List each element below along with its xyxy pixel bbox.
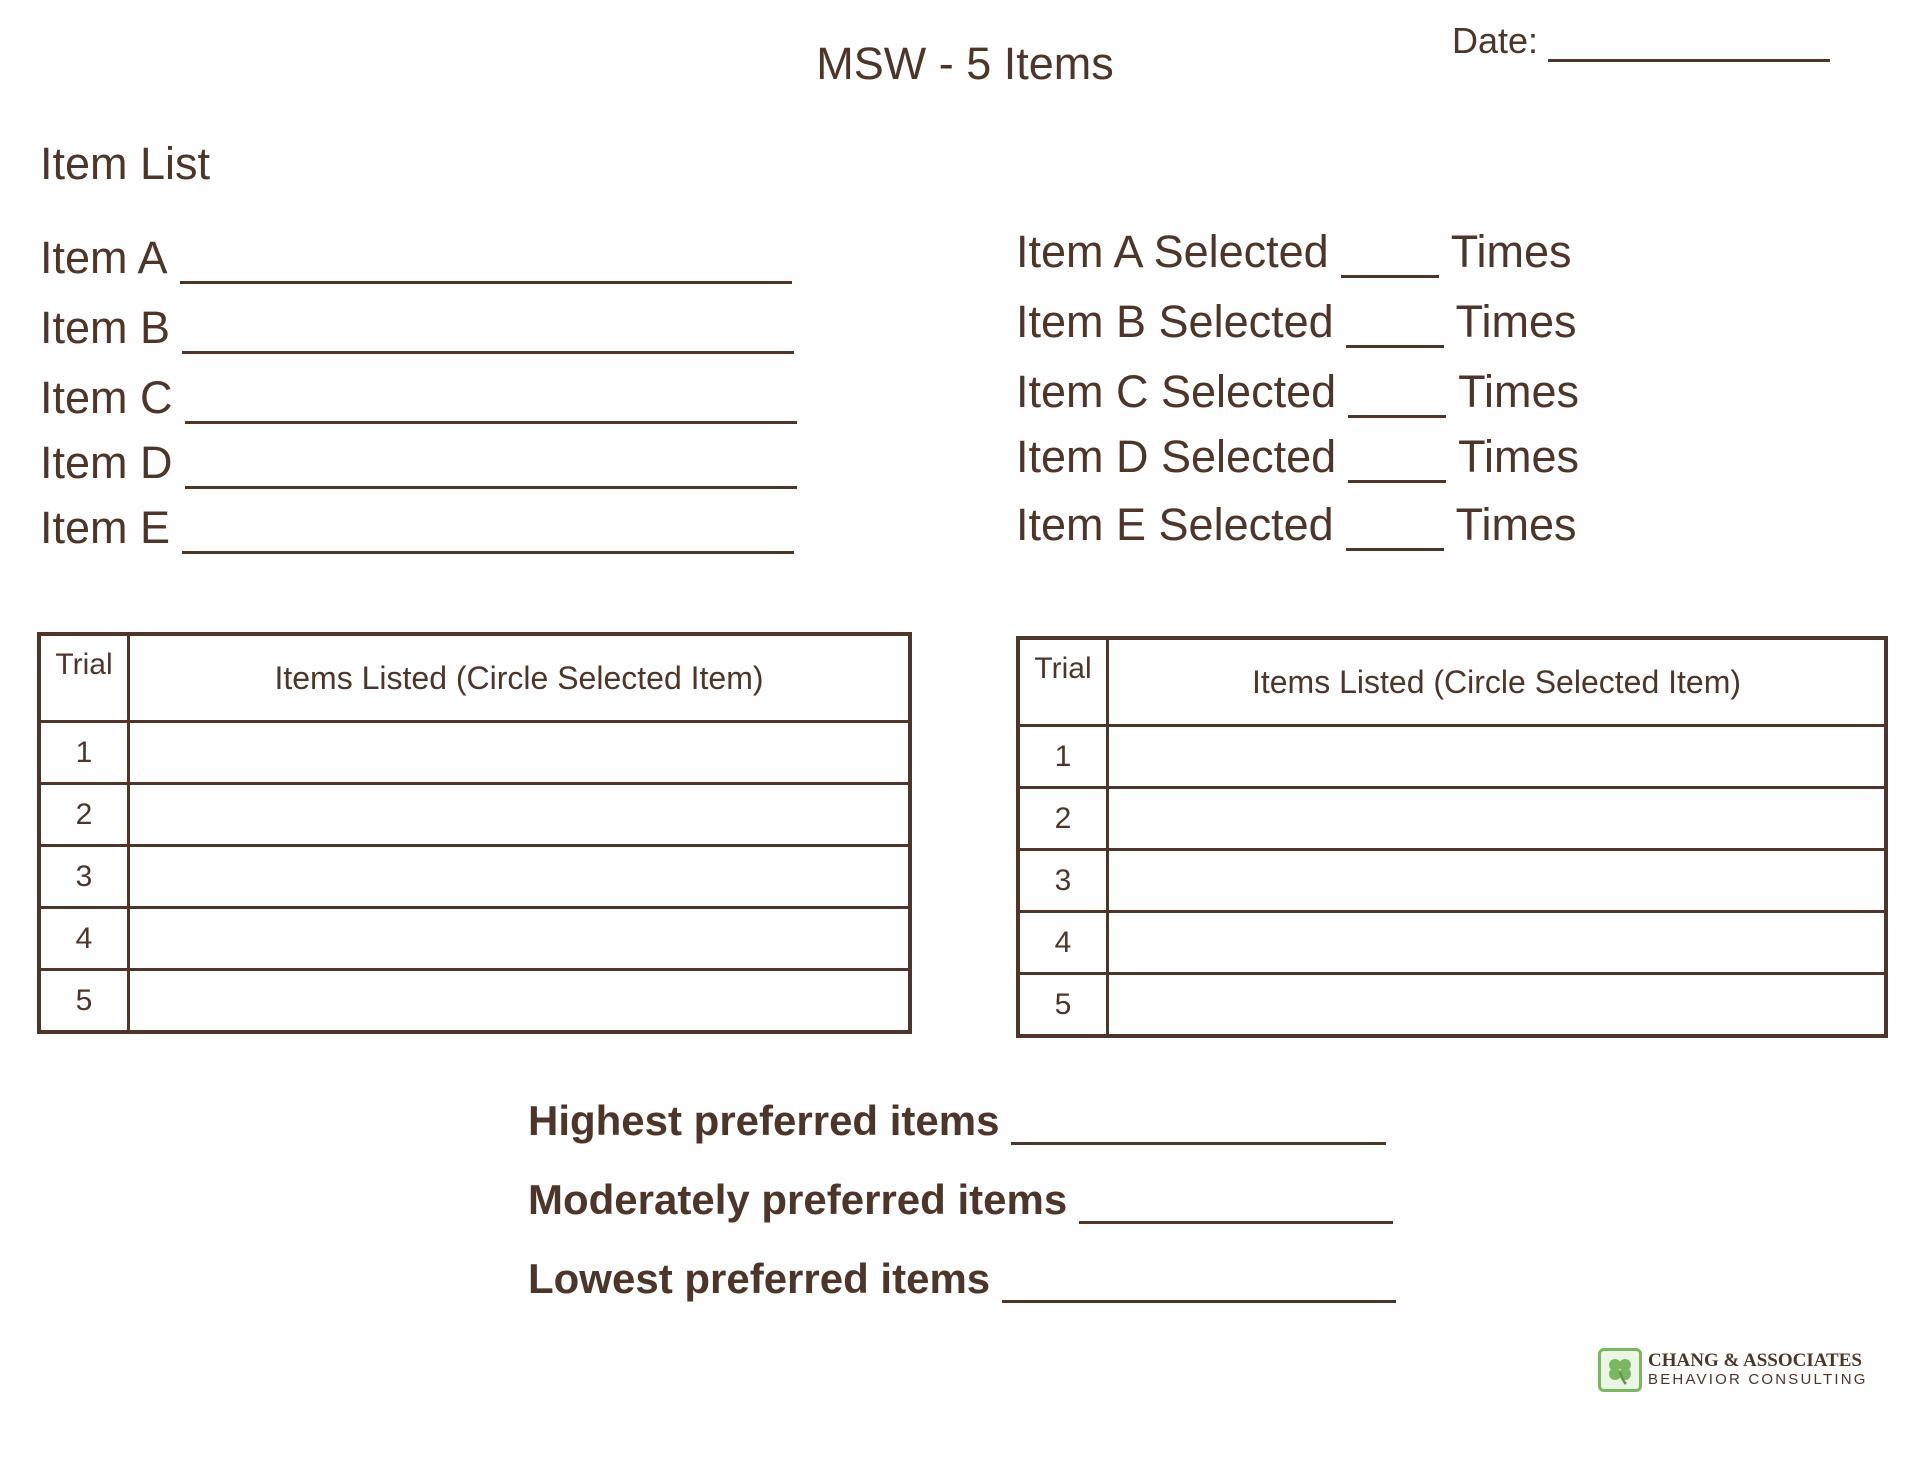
selection-suffix: Times: [1458, 366, 1579, 417]
selection-suffix: Times: [1455, 296, 1577, 347]
table-row: [39, 970, 910, 1033]
trial-number: 2: [39, 784, 129, 846]
selection-count-blank[interactable]: [1346, 297, 1444, 348]
items-listed-cell[interactable]: [129, 722, 911, 784]
preference-blank[interactable]: [1011, 1098, 1386, 1145]
items-listed-cell[interactable]: [129, 908, 911, 970]
preference-blank[interactable]: [1002, 1256, 1396, 1303]
table-row: [1018, 850, 1886, 912]
item-blank[interactable]: [185, 373, 797, 424]
selection-label: Item B Selected: [1016, 296, 1334, 347]
selection-row-a: [1016, 226, 1572, 278]
selection-count-blank[interactable]: [1348, 367, 1446, 418]
item-row-e: [40, 502, 794, 554]
items-listed-cell[interactable]: [129, 784, 911, 846]
table-row: [1018, 974, 1886, 1037]
column-header-items: Items Listed (Circle Selected Item): [129, 634, 911, 722]
item-row-a: [40, 232, 792, 284]
selection-count-blank[interactable]: [1346, 500, 1444, 551]
trial-number: 3: [1018, 850, 1108, 912]
item-row-b: [40, 302, 794, 354]
trial-number: 5: [39, 970, 129, 1033]
preference-label: Moderately preferred items: [528, 1176, 1068, 1223]
selection-label: Item C Selected: [1016, 366, 1337, 417]
preference-label: Highest preferred items: [528, 1097, 1000, 1144]
selection-label: Item D Selected: [1016, 431, 1337, 482]
selection-row-d: [1016, 431, 1579, 483]
selection-label: Item E Selected: [1016, 499, 1334, 550]
items-listed-cell[interactable]: [1108, 912, 1887, 974]
item-label: Item C: [40, 372, 173, 423]
column-header-trial: Trial: [39, 634, 129, 722]
trial-number: 2: [1018, 788, 1108, 850]
selection-row-c: [1016, 366, 1579, 418]
table-row: [1018, 726, 1886, 788]
item-blank[interactable]: [180, 233, 792, 284]
item-blank[interactable]: [182, 303, 794, 354]
items-listed-cell[interactable]: [129, 970, 911, 1033]
moderately-preferred-row: [528, 1176, 1393, 1224]
item-list-heading: Item List: [40, 138, 211, 189]
items-listed-cell[interactable]: [1108, 726, 1887, 788]
page-title: MSW - 5 Items: [816, 38, 1114, 89]
item-label: Item B: [40, 302, 171, 353]
date-blank[interactable]: [1548, 21, 1830, 62]
items-listed-cell[interactable]: [1108, 850, 1887, 912]
item-row-d: [40, 437, 797, 489]
trial-number: 5: [1018, 974, 1108, 1037]
preference-blank[interactable]: [1079, 1177, 1393, 1224]
clover-icon: [1598, 1348, 1642, 1392]
table-row: [39, 846, 910, 908]
selection-count-blank[interactable]: [1341, 227, 1439, 278]
item-blank[interactable]: [185, 438, 797, 489]
date-label: Date:: [1452, 20, 1539, 61]
trial-number: 4: [39, 908, 129, 970]
selection-label: Item A Selected: [1016, 226, 1329, 277]
trial-table-2: [1016, 636, 1888, 1038]
trial-number: 1: [39, 722, 129, 784]
trial-number: 1: [1018, 726, 1108, 788]
table-row: [1018, 788, 1886, 850]
trial-number: 3: [39, 846, 129, 908]
column-header-items: Items Listed (Circle Selected Item): [1108, 638, 1887, 726]
items-listed-cell[interactable]: [129, 846, 911, 908]
items-listed-cell[interactable]: [1108, 788, 1887, 850]
table-row: [1018, 912, 1886, 974]
logo-name: CHANG & ASSOCIATES: [1648, 1350, 1862, 1372]
selection-count-blank[interactable]: [1348, 432, 1446, 483]
table-row: [39, 722, 910, 784]
selection-row-e: [1016, 499, 1577, 551]
trial-table-1: [37, 632, 912, 1034]
selection-suffix: Times: [1455, 499, 1577, 550]
company-logo: [1598, 1348, 1868, 1392]
selection-suffix: Times: [1450, 226, 1572, 277]
table-row: [39, 784, 910, 846]
item-blank[interactable]: [182, 503, 794, 554]
date-field[interactable]: [1452, 20, 1830, 62]
highest-preferred-row: [528, 1097, 1386, 1145]
table-row: [39, 908, 910, 970]
item-label: Item D: [40, 437, 173, 488]
selection-row-b: [1016, 296, 1577, 348]
items-listed-cell[interactable]: [1108, 974, 1887, 1037]
trial-number: 4: [1018, 912, 1108, 974]
item-label: Item A: [40, 232, 168, 283]
table-header-row: [1018, 638, 1886, 726]
column-header-trial: Trial: [1018, 638, 1108, 726]
table-header-row: [39, 634, 910, 722]
item-label: Item E: [40, 502, 171, 553]
item-row-c: [40, 372, 797, 424]
lowest-preferred-row: [528, 1255, 1396, 1303]
logo-subtitle: BEHAVIOR CONSULTING: [1648, 1371, 1868, 1389]
preference-label: Lowest preferred items: [528, 1255, 991, 1302]
selection-suffix: Times: [1458, 431, 1579, 482]
